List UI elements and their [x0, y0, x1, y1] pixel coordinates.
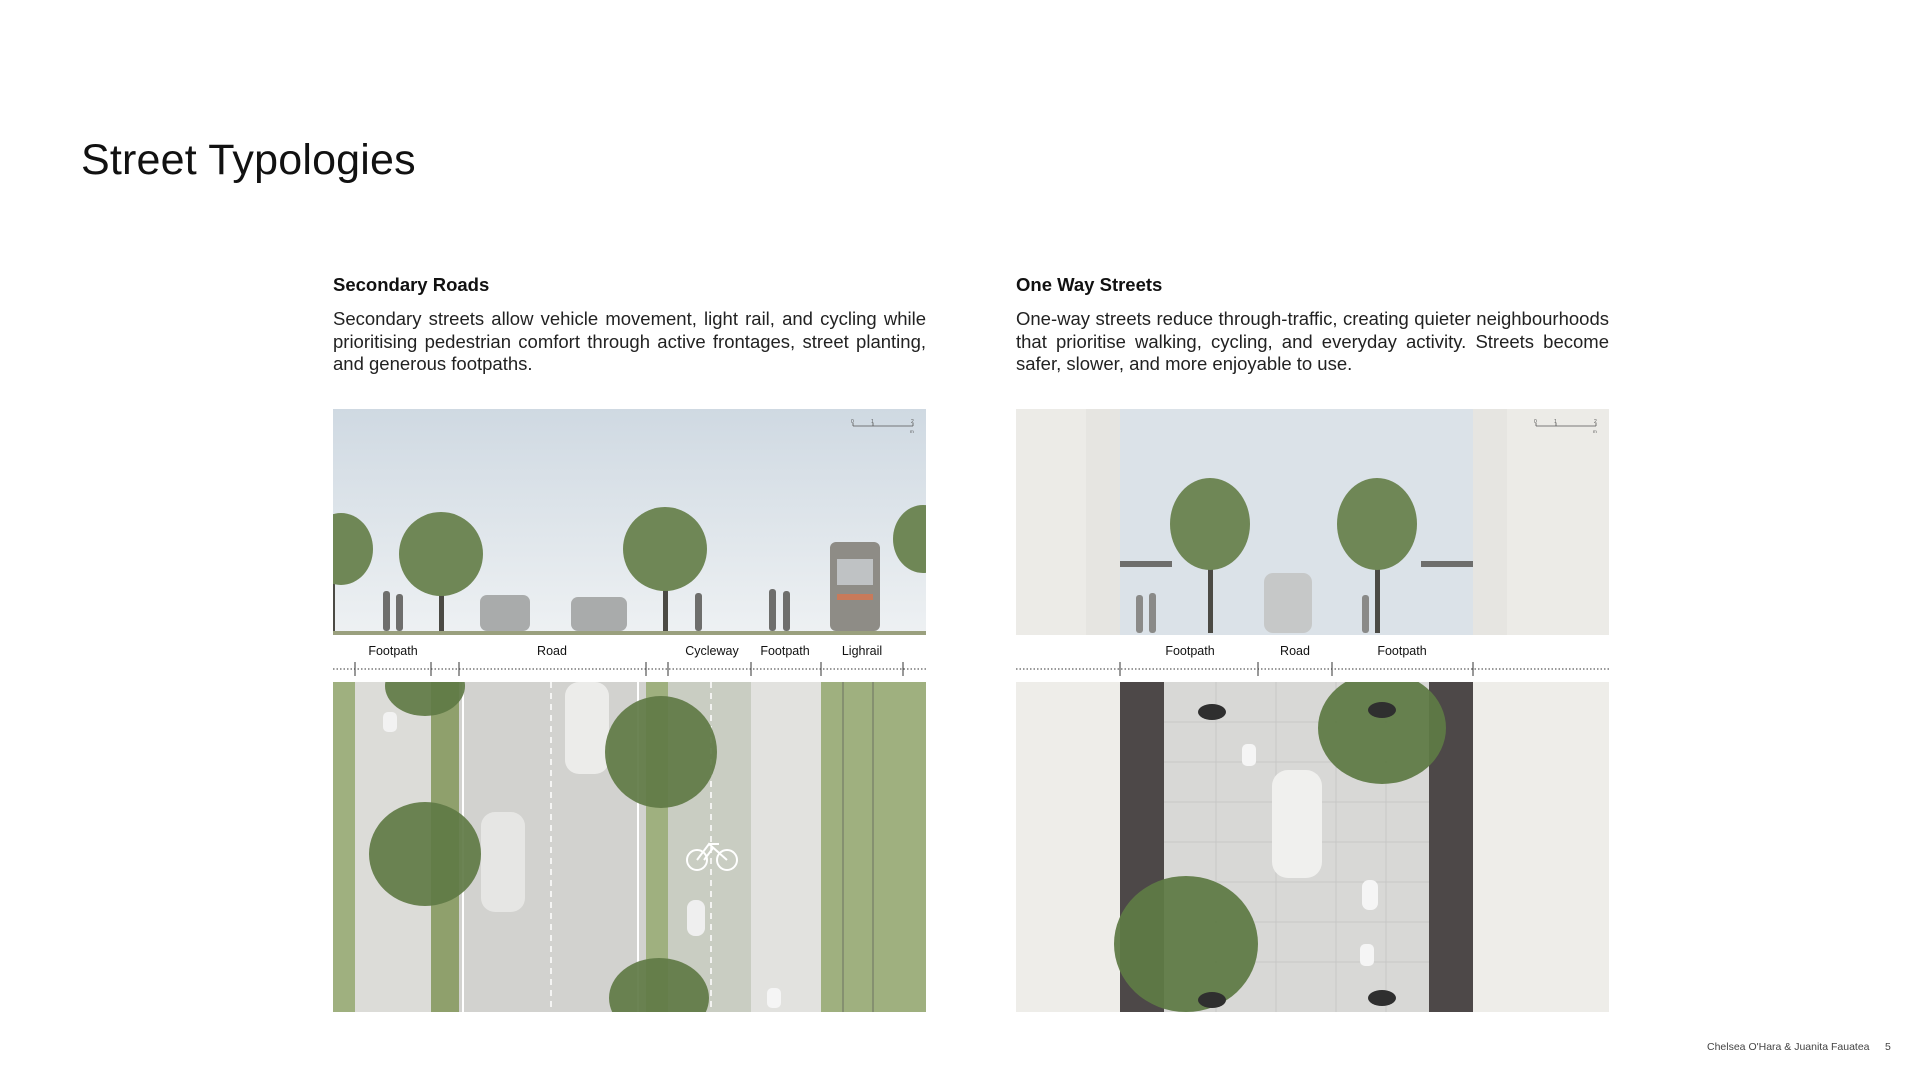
- label-footpath: Footpath: [368, 644, 418, 658]
- one-way-streets-dimension-bar: [1016, 636, 1609, 682]
- label-footpath-2: Footpath: [1377, 644, 1427, 658]
- scale-label-0: 0: [851, 419, 854, 425]
- one-way-streets-section-image: [1016, 409, 1609, 635]
- scale-label-1: 1: [1554, 419, 1557, 425]
- panel-heading: Secondary Roads: [333, 274, 490, 295]
- scale-label-1: 1: [871, 419, 874, 425]
- scale-label-2: 2: [911, 419, 914, 425]
- label-footpath-2: Footpath: [760, 644, 810, 658]
- label-cycleway: Cycleway: [685, 644, 739, 658]
- secondary-roads-dimension-bar: [333, 636, 926, 682]
- panel-description: One-way streets reduce through-traffic, creating quieter neighbourhoods that prioritise walking, cycling, and everyday activity. Streets become safer, slower, and more enjoyable to use.: [1016, 308, 1609, 374]
- secondary-roads-plan-image: [333, 682, 926, 1012]
- page-number: 5: [1885, 1041, 1891, 1053]
- label-road: Road: [1280, 644, 1310, 658]
- label-road: Road: [537, 644, 567, 658]
- one-way-streets-panel: [1016, 274, 1609, 376]
- scale-label-2: 2: [1594, 419, 1597, 425]
- scale-unit: m: [910, 429, 914, 434]
- label-footpath: Footpath: [1165, 644, 1215, 658]
- page-title: Street Typologies: [81, 136, 416, 184]
- secondary-roads-section-image: [333, 409, 926, 635]
- one-way-streets-plan-image: [1016, 682, 1609, 1012]
- panel-description: Secondary streets allow vehicle movement, light rail, and cycling while prioritising pedestrian comfort through active frontages, street planting, and generous footpaths.: [333, 308, 926, 374]
- secondary-roads-panel: [333, 274, 926, 376]
- label-lightrail: Lighrail: [841, 644, 883, 658]
- scale-label-0: 0: [1534, 419, 1537, 425]
- scale-unit: m: [1593, 429, 1597, 434]
- panel-heading: One Way Streets: [1016, 274, 1163, 295]
- footer-authors: Chelsea O'Hara & Juanita Fauatea: [1707, 1041, 1870, 1053]
